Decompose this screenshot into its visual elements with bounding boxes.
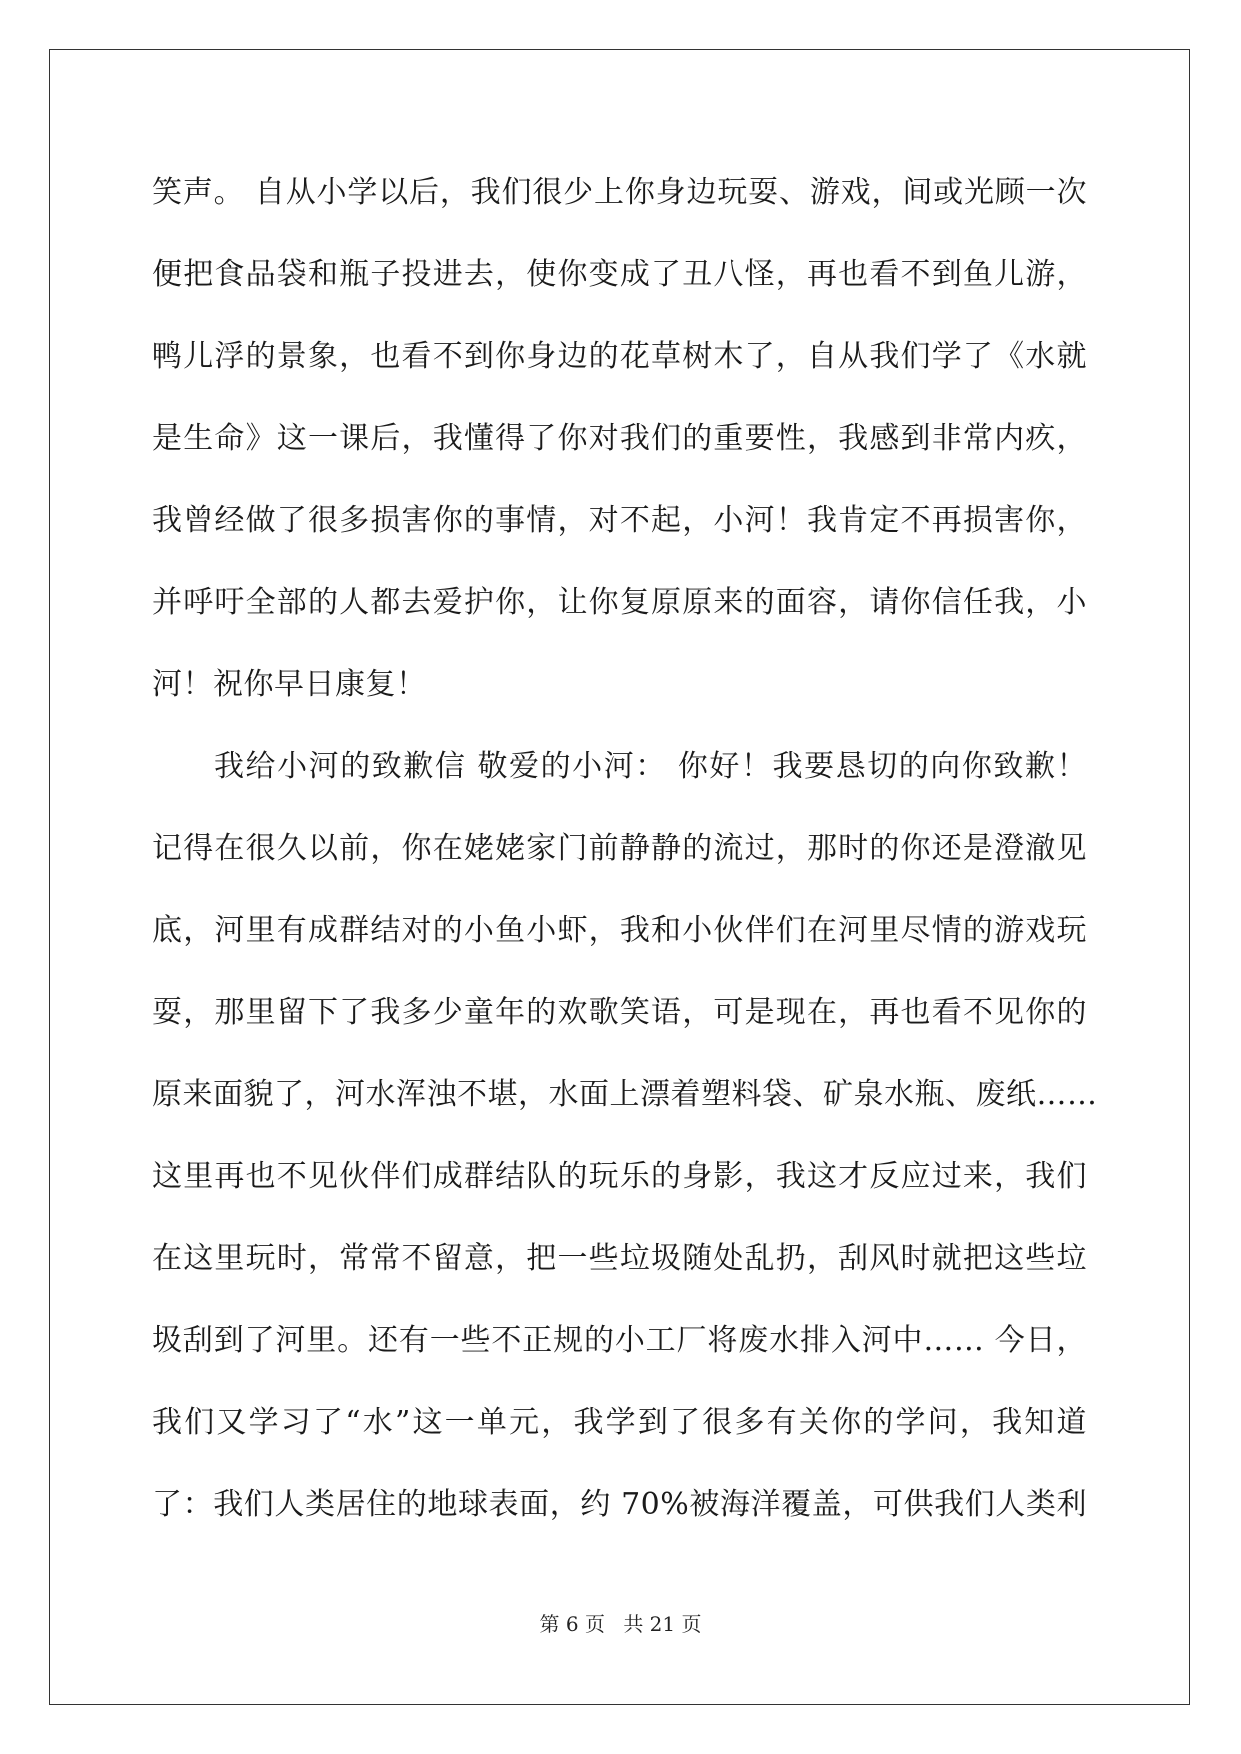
text-line-14: 在这里玩时，常常不留意，把一些垃圾随处乱扔，刮风时就把这些垃 (152, 1241, 1087, 1276)
text-line-17: 了：我们人类居住的地球表面，约 70%被海洋覆盖，可供我们人类利 (152, 1487, 1087, 1522)
page-number: 第 6 页 (539, 1612, 605, 1636)
text-line-8: 我给小河的致歉信 敬爱的小河： 你好！我要恳切的向你致歉！ (214, 749, 1087, 784)
text-line-15: 圾刮到了河里。还有一些不正规的小工厂将废水排入河中…… 今日， (152, 1323, 1087, 1358)
text-line-6: 并呼吁全部的人都去爱护你，让你复原原来的面容，请你信任我，小 (152, 585, 1087, 620)
text-line-5: 我曾经做了很多损害你的事情，对不起，小河！我肯定不再损害你， (152, 503, 1087, 538)
text-line-12: 原来面貌了，河水浑浊不堪，水面上漂着塑料袋、矿泉水瓶、废纸…… (152, 1077, 1098, 1112)
text-line-2: 便把食品袋和瓶子投进去，使你变成了丑八怪，再也看不到鱼儿游， (152, 257, 1087, 292)
document-body (152, 165, 1098, 1559)
text-line-11: 耍，那里留下了我多少童年的欢歌笑语，可是现在，再也看不见你的 (152, 995, 1087, 1030)
page-footer (0, 1608, 1241, 1637)
text-line-13: 这里再也不见伙伴们成群结队的玩乐的身影，我这才反应过来，我们 (152, 1159, 1087, 1194)
text-line-9: 记得在很久以前，你在姥姥家门前静静的流过，那时的你还是澄澈见 (152, 831, 1087, 866)
text-line-7: 河！祝你早日康复！ (152, 667, 427, 702)
text-line-10: 底，河里有成群结对的小鱼小虾，我和小伙伴们在河里尽情的游戏玩 (152, 913, 1087, 948)
text-line-16: 我们又学习了“水”这一单元，我学到了很多有关你的学问，我知道 (152, 1405, 1087, 1440)
text-line-4: 是生命》这一课后，我懂得了你对我们的重要性，我感到非常内疚， (152, 421, 1087, 456)
text-line-3: 鸭儿浮的景象，也看不到你身边的花草树木了，自从我们学了《水就 (152, 339, 1087, 374)
page-total: 共 21 页 (623, 1612, 702, 1636)
text-line-1: 笑声。 自从小学以后，我们很少上你身边玩耍、游戏，间或光顾一次 (152, 175, 1087, 210)
